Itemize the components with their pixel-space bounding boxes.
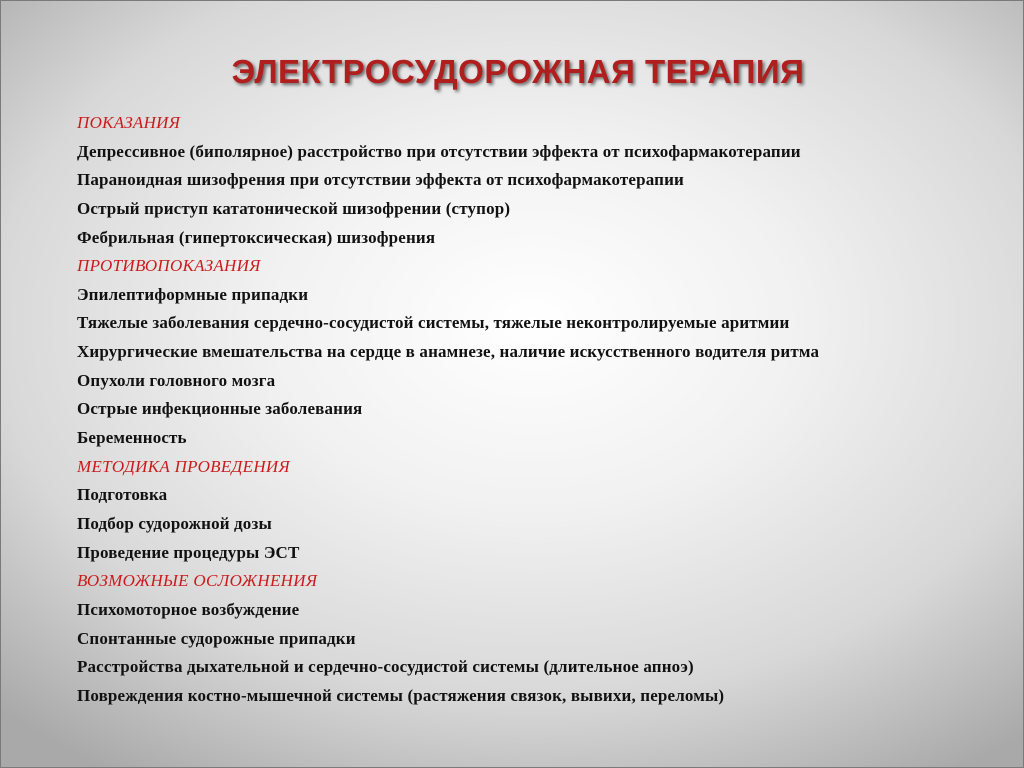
- list-item: Острый приступ кататонической шизофрении (ступор): [77, 198, 511, 218]
- slide-title: ЭЛЕКТРОСУДОРОЖНАЯ ТЕРАПИЯ: [231, 53, 805, 90]
- list-item: Повреждения костно-мышечной системы (растяжения связок, вывихи, переломы): [77, 685, 725, 705]
- list-item: Хирургические вмешательства на сердце в анамнезе, наличие искусственного водителя ритма: [77, 342, 820, 362]
- section-heading-methodology: МЕТОДИКА ПРОВЕДЕНИЯ: [77, 456, 290, 476]
- slide-content: [77, 109, 997, 710]
- list-item: Расстройства дыхательной и сердечно-сосудистой системы (длительное апноэ): [77, 657, 694, 677]
- list-item: Подготовка: [77, 485, 168, 505]
- list-item: Депрессивное (биполярное) расстройство при отсутствии эффекта от психофармакотерапии: [77, 141, 801, 161]
- section-heading-complications: ВОЗМОЖНЫЕ ОСЛОЖНЕНИЯ: [77, 571, 318, 591]
- section-heading-contraindications: ПРОТИВОПОКАЗАНИЯ: [77, 256, 261, 276]
- list-item: Спонтанные судорожные припадки: [77, 628, 356, 648]
- list-item: Тяжелые заболевания сердечно-сосудистой системы, тяжелые неконтролируемые аритмии: [77, 313, 790, 333]
- list-item: Острые инфекционные заболевания: [77, 399, 363, 419]
- list-item: Параноидная шизофрения при отсутствии эффекта от психофармакотерапии: [77, 170, 684, 190]
- list-item: Проведение процедуры ЭСТ: [77, 542, 300, 562]
- list-item: Фебрильная (гипертоксическая) шизофрения: [77, 227, 436, 247]
- list-item: Беременность: [77, 428, 187, 448]
- section-heading-indications: ПОКАЗАНИЯ: [77, 113, 181, 132]
- list-item: Психомоторное возбуждение: [77, 599, 300, 619]
- list-item: Эпилептиформные припадки: [77, 284, 309, 304]
- list-item: Подбор судорожной дозы: [77, 513, 272, 533]
- list-item: Опухоли головного мозга: [77, 370, 276, 390]
